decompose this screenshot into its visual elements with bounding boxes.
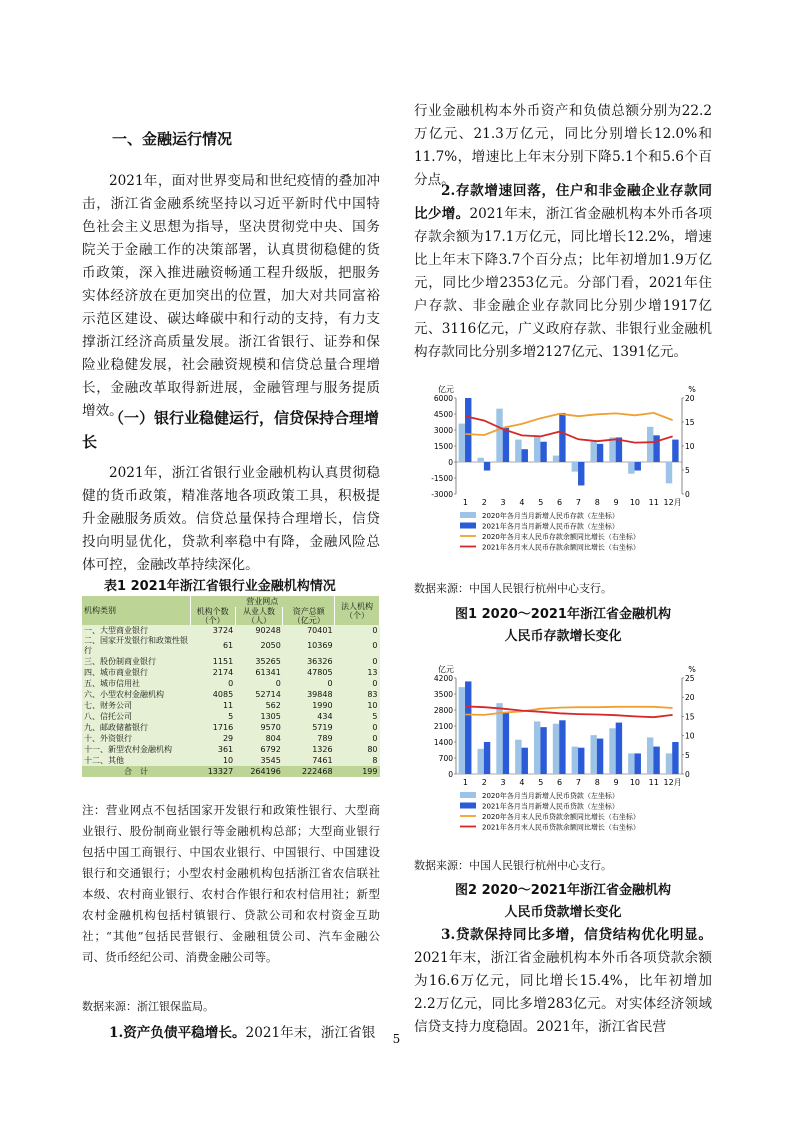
row-value: 562 [265, 700, 281, 710]
left-tick-label: 0 [448, 770, 453, 779]
x-tick-label: 12月 [663, 778, 682, 787]
legend-swatch [460, 512, 476, 518]
bar-2020 [534, 721, 540, 774]
row-value: 4085 [212, 689, 234, 699]
row-value: 0 [327, 678, 333, 688]
x-tick-label: 8 [594, 498, 600, 507]
fig2-caption-line2: 人民币贷款增长变化 [504, 905, 622, 920]
row-value: 52714 [255, 689, 281, 699]
row-value: 0 [372, 641, 378, 650]
row-value: 434 [317, 711, 333, 721]
row-value: 361 [217, 744, 234, 754]
head-assets: 资产总额（亿元） [283, 607, 335, 625]
bar-2021 [522, 748, 528, 774]
legend-swatch [460, 523, 476, 529]
legend-label: 2021年各月当月新增人民币存款（左坐标） [482, 522, 619, 531]
bar-2020 [553, 724, 559, 774]
row-value: 264196 [235, 766, 283, 777]
bar-2021 [522, 449, 528, 462]
bar-2020 [553, 456, 559, 462]
left-tick-label: 2800 [433, 706, 453, 715]
legend-label: 2021年各月当月新增人民币贷款（左坐标） [482, 802, 619, 811]
bar-2021 [653, 435, 659, 462]
right-unit-label: % [688, 385, 696, 394]
row-label: 二、国家开发银行和政策性银行 [84, 636, 188, 655]
loan-lead: 3.贷款保持同比多增，信贷结构优化明显。 [441, 927, 712, 943]
left-tick-label: 6000 [433, 394, 453, 403]
bar-2020 [628, 753, 634, 774]
row-value: 83 [367, 689, 378, 699]
table-row [82, 744, 380, 755]
right-tick-label: 0 [685, 770, 690, 779]
bar-2020 [572, 747, 578, 774]
table-row [82, 667, 380, 678]
x-tick-label: 2 [481, 778, 487, 787]
asset-start: 2021年末，浙江省银 [245, 1025, 376, 1041]
left-tick-label: 1400 [433, 738, 453, 747]
left-tick-label: 3500 [433, 690, 453, 699]
row-label: 十二、其他 [84, 755, 124, 765]
page-number: 5 [392, 1032, 401, 1046]
row-label: 八、信托公司 [84, 711, 132, 721]
bar-2021 [503, 428, 509, 462]
row-value: 5719 [312, 722, 333, 732]
bar-2021 [635, 462, 641, 471]
legend-label: 2020年各月末人民币存款余额同比增长（右坐标） [482, 533, 640, 541]
row-label: 六、小型农村金融机构 [84, 689, 164, 699]
row-value: 11 [222, 700, 234, 710]
bar-2021 [559, 720, 565, 774]
table-row [82, 733, 380, 744]
bar-2020 [647, 737, 653, 774]
x-tick-label: 1 [462, 778, 468, 787]
legend-swatch [460, 792, 476, 798]
bar-2021 [559, 413, 565, 462]
bar-2021 [597, 444, 603, 462]
bar-2021 [578, 462, 584, 485]
x-tick-label: 4 [519, 498, 525, 507]
left-tick-label: -1500 [431, 474, 453, 483]
row-label: 四、城市商业银行 [84, 667, 148, 677]
row-value: 0 [228, 678, 234, 688]
row-value: 80 [367, 744, 378, 754]
right-tick-label: 5 [685, 466, 690, 475]
table-row [82, 722, 380, 733]
loan-text: 2021年末，浙江省金融机构本外币各项贷款余额为16.6万亿元，同比增长15.4%，比年初增加2.2万亿元，同比多增283亿元。对实体经济领域信贷支持力度稳固。2021年，浙江省民营 [414, 950, 712, 1035]
x-tick-label: 11 [648, 778, 659, 787]
row-value: 789 [317, 733, 333, 743]
row-value: 0 [275, 678, 281, 688]
table-row [82, 656, 380, 667]
row-value: 61 [222, 641, 234, 650]
asset-lead: 1.资产负债平稳增长。 [109, 1025, 246, 1041]
fig2-source: 数据来源：中国人民银行杭州中心支行。 [414, 859, 612, 872]
bar-2020 [459, 424, 465, 462]
loan-chart [420, 652, 710, 852]
row-value: 47805 [307, 667, 333, 677]
row-label: 十、外资银行 [84, 733, 132, 743]
left-tick-label: 1500 [433, 442, 453, 451]
left-tick-label: 4200 [433, 674, 453, 683]
row-label: 九、邮政储蓄银行 [84, 722, 148, 732]
row-value: 36326 [307, 656, 333, 666]
right-tick-label: 5 [685, 750, 690, 760]
x-tick-label: 5 [538, 778, 544, 787]
asset-paragraph-cont: 行业金融机构本外币资产和负债总额分别为22.2万亿元、21.3万亿元，同比分别增长12.0%和11.7%，增速比上年末分别下降5.1个和5.6个百分点。 [414, 103, 712, 188]
x-tick-label: 9 [613, 498, 619, 507]
bar-2020 [666, 753, 672, 774]
row-value: 3724 [212, 625, 234, 635]
left-tick-label: 0 [448, 458, 453, 467]
x-tick-label: 1 [462, 498, 468, 507]
x-tick-label: 5 [538, 498, 544, 507]
bar-2020 [590, 735, 596, 774]
right-tick-label: 10 [685, 731, 695, 741]
bar-2021 [578, 748, 584, 774]
row-value: 6792 [260, 744, 281, 754]
deposit-paragraph [414, 180, 712, 364]
row-value: 90248 [255, 625, 281, 635]
bar-2021 [540, 442, 546, 462]
row-value: 35265 [255, 656, 281, 666]
legend-label: 2020年各月当月新增人民币贷款（左坐标） [482, 792, 619, 800]
section-heading: 一、金融运行情况 [112, 130, 233, 148]
row-value: 222468 [283, 766, 335, 777]
row-value: 5 [372, 711, 378, 721]
row-value: 8 [372, 755, 378, 765]
head-staff: 从业人数（人） [235, 607, 283, 625]
right-tick-label: 15 [685, 418, 695, 427]
row-value: 0 [372, 678, 378, 688]
row-value: 1305 [260, 711, 281, 721]
row-value: 10369 [307, 641, 333, 650]
x-tick-label: 8 [594, 778, 600, 787]
left-tick-label: 3000 [433, 426, 453, 435]
bar-2020 [496, 409, 502, 462]
x-tick-label: 2 [481, 498, 487, 507]
bar-2020 [572, 462, 578, 472]
table-row [82, 711, 380, 722]
bar-2020 [609, 728, 615, 774]
row-value: 13 [367, 667, 378, 677]
bar-2020 [515, 740, 521, 774]
head-count: 机构个数（个） [190, 607, 235, 625]
fig1-source: 数据来源：中国人民银行杭州中心支行。 [414, 582, 612, 595]
row-label: 七、财务公司 [84, 700, 132, 710]
head-group: 营业网点 [190, 596, 335, 607]
row-value: 1990 [312, 700, 333, 710]
bar-2020 [477, 749, 483, 774]
legend-label: 2021年各月末人民币存款余额同比增长（右坐标） [482, 543, 640, 552]
row-value: 0 [372, 625, 378, 635]
bar-2021 [465, 398, 471, 462]
table-total-row [82, 766, 380, 777]
bar-2021 [484, 462, 490, 471]
left-tick-label: 700 [438, 754, 453, 763]
bar-2020 [459, 687, 465, 774]
legend-label: 2020年各月当月新增人民币存款（左坐标） [482, 512, 619, 520]
right-tick-label: 20 [685, 693, 695, 703]
row-value: 29 [222, 733, 234, 743]
x-tick-label: 7 [575, 778, 581, 787]
table-row [82, 636, 380, 656]
x-tick-label: 10 [629, 778, 641, 787]
x-tick-label: 7 [575, 498, 581, 507]
bar-2021 [597, 739, 603, 774]
bar-2020 [647, 427, 653, 462]
row-value: 3545 [260, 755, 281, 765]
table-title: 表1 2021年浙江省银行业金融机构情况 [104, 579, 336, 594]
row-value: 0 [372, 656, 378, 666]
right-unit-label: % [688, 665, 696, 674]
legend-swatch [460, 803, 476, 809]
bar-2020 [477, 458, 483, 462]
bar-2021 [465, 681, 471, 774]
right-tick-label: 0 [685, 490, 690, 499]
legend-label: 2020年各月末人民币贷款余额同比增长（右坐标） [482, 813, 640, 821]
left-unit-label: 亿元 [438, 385, 454, 394]
loan-paragraph [414, 924, 712, 1039]
table-row [82, 755, 380, 766]
x-tick-label: 6 [557, 498, 563, 507]
row-label: 十一、新型农村金融机构 [84, 744, 172, 754]
row-value: 0 [372, 722, 378, 732]
x-tick-label: 11 [648, 498, 659, 507]
table-row [82, 625, 380, 636]
x-tick-label: 3 [500, 778, 506, 787]
bar-2021 [503, 712, 509, 774]
deposit-text: 2021年末，浙江省金融机构本外币各项存款余额为17.1万亿元，同比增长12.2%，增速比上年末下降3.7个百分点；比年初增加1.9万亿元，同比少增2353亿元。分部门看，2021年住户存款、非金融企业存款同比分别少增1917亿元、3116亿元，广义政府存款、非银行业金融机构存款同比分别多增2127亿元、1391亿元。 [414, 206, 712, 360]
institution-table [82, 596, 380, 777]
x-tick-label: 9 [613, 778, 619, 787]
x-tick-label: 10 [629, 498, 641, 507]
right-tick-label: 25 [685, 674, 695, 683]
bar-2021 [616, 723, 622, 774]
right-tick-label: 10 [685, 442, 695, 451]
legend-label: 2021年各月末人民币贷款余额同比增长（右坐标） [482, 823, 640, 832]
row-value: 9570 [260, 722, 281, 732]
bar-2021 [540, 727, 546, 774]
head-type: 机构类别 [82, 596, 190, 625]
bar-2020 [590, 441, 596, 462]
bank-paragraph: 2021年，浙江省银行业金融机构认真贯彻稳健的货币政策，精准落地各项政策工具，积极提升金融服务质效。信贷总量保持合理增长，信贷投向明显优化，贷款利率稳中有降，金融风险总体可控，金融改革持续深化。 [82, 465, 380, 573]
row-value: 5 [228, 711, 234, 721]
row-value: 7461 [312, 755, 333, 765]
bar-2020 [515, 440, 521, 462]
x-tick-label: 6 [557, 778, 563, 787]
row-value: 61341 [255, 667, 281, 677]
row-value: 1326 [312, 744, 333, 754]
bar-2020 [534, 435, 540, 462]
row-label: 一、大型商业银行 [84, 625, 148, 635]
x-tick-label: 3 [500, 498, 506, 507]
table-row [82, 689, 380, 700]
deposit-lead: 2.存款增速回落，住户和非金融企业存款同比少增。 [414, 183, 712, 222]
row-label: 合 计 [82, 766, 190, 777]
left-unit-label: 亿元 [438, 665, 454, 674]
bar-2021 [616, 437, 622, 462]
deposit-chart [420, 372, 710, 587]
fig1-caption-line1: 图1 2020～2021年浙江省金融机构 [455, 607, 671, 622]
bar-2021 [484, 742, 490, 774]
row-label: 三、股份制商业银行 [84, 656, 156, 666]
row-value: 1151 [212, 656, 234, 666]
bar-2021 [635, 753, 641, 774]
row-value: 804 [265, 733, 281, 743]
bar-2020 [609, 437, 615, 462]
intro-paragraph: 2021年，面对世界变局和世纪疫情的叠加冲击，浙江省金融系统坚持以习近平新时代中国特色社会主义思想为指导，坚决贯彻党中央、国务院关于金融工作的决策部署，认真贯彻稳健的货币政策，深入推进融资畅通工程升级版，把服务实体经济放在更加突出的位置，加大对共同富裕示范区建设、碳达峰碳中和行动的支持，有力支撑浙江经济高质量发展。浙江省银行、证券和保险业稳健发展，社会融资规模和信贷总量合理增长，金融改革取得新进展，金融管理与服务提质增效。 [82, 173, 380, 419]
row-label: 五、城市信用社 [84, 678, 140, 688]
bar-2020 [666, 462, 672, 483]
fig2-caption-line1: 图2 2020～2021年浙江省金融机构 [455, 883, 671, 898]
bar-2021 [672, 440, 678, 462]
x-tick-label: 4 [519, 778, 525, 787]
row-value: 10 [222, 755, 234, 765]
head-legal: 法人机构（个） [335, 596, 380, 625]
bar-2021 [653, 747, 659, 774]
table-row [82, 700, 380, 711]
row-value: 199 [335, 766, 380, 777]
table-source: 数据来源：浙江银保监局。 [82, 1000, 214, 1013]
fig1-caption-line2: 人民币存款增长变化 [504, 629, 622, 644]
left-tick-label: -3000 [431, 490, 453, 499]
row-value: 70401 [307, 625, 333, 635]
x-tick-label: 12月 [663, 498, 682, 507]
row-value: 1716 [212, 722, 234, 732]
table-row [82, 678, 380, 689]
bank-subheading: （一）银行业稳健运行，信贷保持合理增长 [82, 409, 380, 451]
bar-2021 [672, 742, 678, 774]
row-value: 13327 [190, 766, 235, 777]
row-value: 2050 [260, 641, 281, 650]
right-tick-label: 20 [685, 394, 695, 403]
row-value: 10 [367, 700, 378, 710]
right-tick-label: 15 [685, 712, 695, 722]
left-tick-label: 4500 [433, 410, 453, 419]
left-tick-label: 2100 [433, 722, 453, 731]
row-value: 39848 [307, 689, 333, 699]
row-value: 2174 [212, 667, 234, 677]
bar-2020 [628, 462, 634, 474]
table-note: 注：营业网点不包括国家开发银行和政策性银行、大型商业银行、股份制商业银行等金融机构总部；大型商业银行包括中国工商银行、中国农业银行、中国银行、中国建设银行和交通银行；小型农村金融机构包括浙江省农信联社本级、农村商业银行、农村合作银行和农村信用社；新型农村金融机构包括村镇银行、贷款公司和农村资金互助社；“其他”包括民营银行、金融租赁公司、汽车金融公司、货币经纪公司、消费金融公司等。 [82, 803, 380, 964]
row-value: 0 [372, 733, 378, 743]
